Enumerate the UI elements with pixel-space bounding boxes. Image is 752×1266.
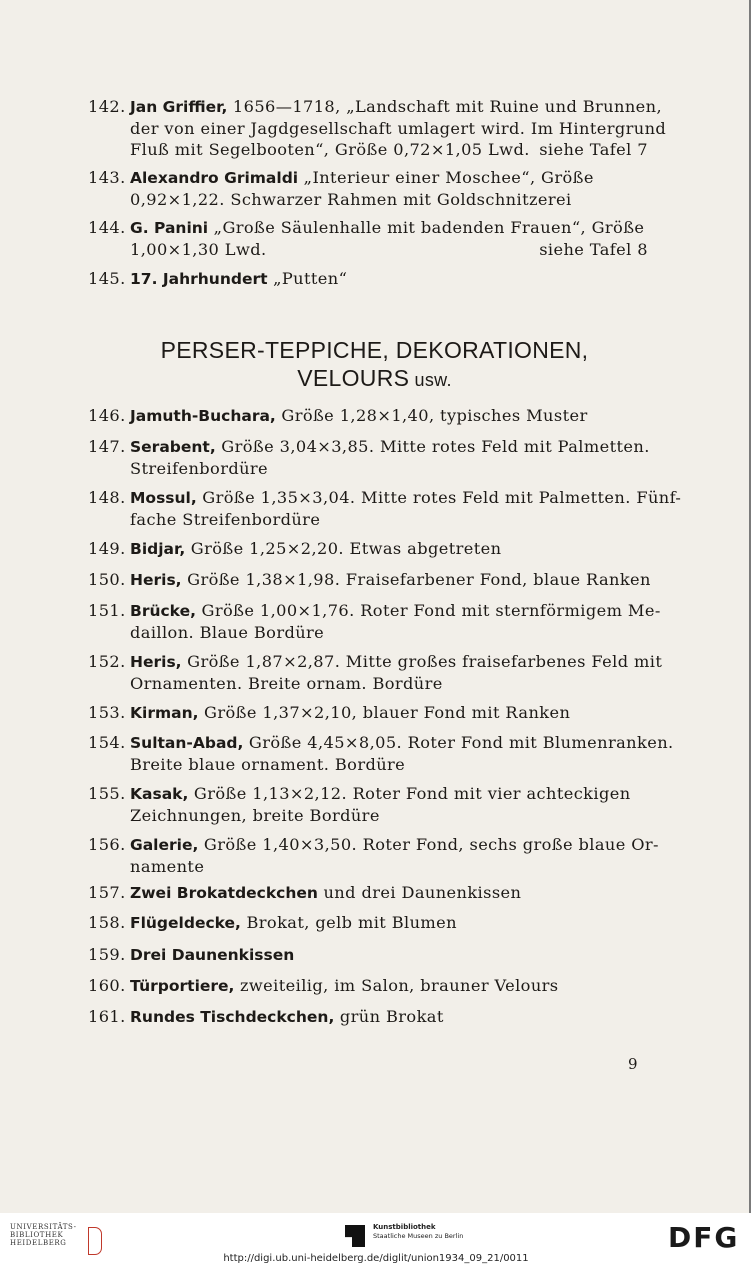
uni-line: HEIDELBERG — [10, 1239, 67, 1247]
entry-description: Ornamenten. Breite ornam. Bordüre — [130, 674, 443, 693]
entry-number: 147. — [88, 437, 126, 456]
entry-name: Sultan-Abad, — [130, 734, 244, 752]
entry-line — [130, 975, 648, 997]
entry-line-main — [130, 569, 651, 591]
entry-description: 1,00×1,30 Lwd. — [130, 240, 267, 259]
entry-description: Größe 1,40×3,50. Roter Fond, sechs große blaue Or- — [198, 835, 659, 854]
entry-description: Größe 1,13×2,12. Roter Fond mit vier achteckigen — [188, 784, 631, 803]
entry-description: „Interieur einer Moschee“, Größe — [298, 168, 594, 187]
entry-line — [130, 569, 651, 591]
entry-text — [130, 268, 648, 290]
entry-line — [130, 189, 648, 210]
entry-description: „Putten“ — [267, 269, 348, 288]
entry-number: 154. — [88, 733, 126, 752]
entry-description: namente — [130, 857, 205, 876]
entry-line — [130, 268, 648, 290]
entry-number: 158. — [88, 913, 126, 932]
entry-text — [130, 538, 648, 560]
entry-line-main — [130, 805, 380, 826]
entry-line-main — [130, 944, 294, 966]
entry-line-main — [130, 167, 594, 189]
page-number: 9 — [628, 1055, 638, 1073]
entry-description: Größe 1,28×1,40, typisches Muster — [275, 406, 588, 425]
section-heading-main: VELOURS — [297, 365, 410, 391]
uni-line: BIBLIOTHEK — [10, 1231, 64, 1239]
entry-line-main — [130, 673, 443, 694]
entry-line — [130, 783, 648, 805]
entry-name: Türportiere, — [130, 977, 235, 995]
entry-line-main — [130, 268, 347, 290]
entry-line-main — [130, 754, 405, 775]
entry-line — [130, 458, 648, 479]
plate-reference: siehe Tafel 8 — [539, 240, 648, 259]
entry-text — [130, 1006, 648, 1028]
entry-line-main — [130, 96, 662, 118]
entry-description: Größe 1,25×2,20. Etwas abgetreten — [185, 539, 502, 558]
entry-line — [130, 217, 648, 239]
entry-text — [130, 651, 663, 694]
entry-line — [130, 834, 659, 856]
uni-line: UNIVERSITÄTS- — [10, 1223, 77, 1231]
entry-number: 149. — [88, 539, 126, 558]
heidelberg-library-logo[interactable] — [10, 1223, 130, 1253]
entry-line-main — [130, 702, 570, 724]
entry-line-main — [130, 487, 681, 509]
entry-text — [130, 912, 648, 934]
entry-line-main — [130, 1006, 444, 1028]
kb-title: Kunstbibliothek — [373, 1223, 436, 1231]
entry-number: 144. — [88, 218, 126, 237]
entry-text — [130, 944, 648, 966]
entry-name: Brücke, — [130, 602, 196, 620]
plate-reference: siehe Tafel 7 — [539, 140, 648, 159]
entry-line — [130, 167, 648, 189]
entry-description: Zeichnungen, breite Bordüre — [130, 806, 380, 825]
entry-line — [130, 405, 648, 427]
entry-line — [130, 600, 661, 622]
entry-description: Größe 3,04×3,85. Mitte rotes Feld mit Palmetten. — [215, 437, 650, 456]
entry-description: Größe 1,87×2,87. Mitte großes fraisefarbenes Feld mit — [181, 652, 663, 671]
entry-name: Rundes Tischdeckchen, — [130, 1008, 335, 1026]
entry-line-main — [130, 405, 588, 427]
entry-name: Kasak, — [130, 785, 189, 803]
entry-line — [130, 912, 648, 934]
entry-text — [130, 217, 648, 260]
entry-line — [130, 754, 648, 775]
entry-number: 159. — [88, 945, 126, 964]
footer-bar — [0, 1213, 752, 1266]
entry-description: Größe 4,45×8,05. Roter Fond mit Blumenranken. — [243, 733, 674, 752]
entry-number: 142. — [88, 97, 126, 116]
section-heading-suffix: usw. — [409, 370, 452, 390]
entry-description: zweiteilig, im Salon, brauner Velours — [234, 976, 559, 995]
entry-name: Galerie, — [130, 836, 199, 854]
entry-name: Serabent, — [130, 438, 216, 456]
entry-text — [130, 96, 667, 160]
entry-line — [130, 118, 667, 139]
entry-line-main — [130, 975, 559, 997]
entry-line — [130, 882, 648, 904]
entry-text — [130, 487, 682, 530]
entry-description: „Große Säulenhalle mit badenden Frauen“, Größe — [208, 218, 645, 237]
entry-name: Mossul, — [130, 489, 197, 507]
entry-name: Bidjar, — [130, 540, 186, 558]
entry-line — [130, 856, 648, 877]
entry-text — [130, 600, 661, 643]
entry-name: Kirman, — [130, 704, 199, 722]
entry-text — [130, 834, 659, 877]
entry-line — [130, 139, 648, 160]
entry-line-main — [130, 882, 521, 904]
entry-line-main — [130, 189, 572, 210]
entry-line — [130, 805, 648, 826]
entry-line-main — [130, 732, 674, 754]
entry-text — [130, 732, 674, 775]
entry-description: grün Brokat — [334, 1007, 444, 1026]
entry-description: daillon. Blaue Bordüre — [130, 623, 325, 642]
entry-line-main — [130, 651, 662, 673]
entry-description: 1656—1718, „Landschaft mit Ruine und Brunnen, — [227, 97, 663, 116]
entry-description: und drei Daunenkissen — [317, 883, 522, 902]
entry-text — [130, 882, 648, 904]
section-heading-line2 — [0, 364, 749, 394]
entry-number: 157. — [88, 883, 126, 902]
entry-description: der von einer Jagdgesellschaft umlagert wird. Im Hintergrund — [130, 119, 667, 138]
entry-description: 0,92×1,22. Schwarzer Rahmen mit Goldschnitzerei — [130, 190, 572, 209]
entry-name: Jamuth-Buchara, — [130, 407, 276, 425]
entry-description: Größe 1,00×1,76. Roter Fond mit sternförmigem Me- — [195, 601, 661, 620]
entry-line-main — [130, 436, 650, 458]
entry-line-main — [130, 118, 666, 139]
entry-description: Größe 1,38×1,98. Fraisefarbener Fond, blaue Ranken — [181, 570, 651, 589]
dfg-logo[interactable]: DFG — [668, 1221, 740, 1254]
university-emblem-icon — [88, 1227, 102, 1255]
entry-number: 156. — [88, 835, 126, 854]
entry-name: Flügeldecke, — [130, 914, 241, 932]
entry-line-main — [130, 834, 659, 856]
entry-line — [130, 538, 648, 560]
entry-text — [130, 405, 648, 427]
kb-subtitle: Staatliche Museen zu Berlin — [373, 1232, 464, 1240]
entry-name: Heris, — [130, 653, 182, 671]
entry-name: Zwei Brokatdeckchen — [130, 884, 318, 902]
entry-description: fache Streifenbordüre — [130, 510, 321, 529]
entry-name: Jan Griffier, — [130, 98, 228, 116]
entry-line — [130, 509, 648, 530]
entry-number: 151. — [88, 601, 126, 620]
entry-description: Streifenbordüre — [130, 459, 269, 478]
entry-line-main — [130, 239, 267, 260]
entry-number: 150. — [88, 570, 126, 589]
entry-line — [130, 487, 682, 509]
entry-name: G. Panini — [130, 219, 209, 237]
entry-number: 160. — [88, 976, 126, 995]
entry-text — [130, 167, 648, 210]
entry-number: 143. — [88, 168, 126, 187]
entry-description: Fluß mit Segelbooten“, Größe 0,72×1,05 Lwd. — [130, 140, 530, 159]
entry-line — [130, 96, 663, 118]
entry-description: Größe 1,35×3,04. Mitte rotes Feld mit Palmetten. Fünf- — [196, 488, 682, 507]
entry-number: 153. — [88, 703, 126, 722]
entry-text — [130, 783, 648, 826]
entry-text — [130, 702, 648, 724]
entry-line-main — [130, 622, 324, 643]
entry-line-main — [130, 912, 457, 934]
entry-number: 146. — [88, 406, 126, 425]
entry-description: Größe 1,37×2,10, blauer Fond mit Ranken — [198, 703, 571, 722]
entry-text — [130, 975, 648, 997]
entry-description: Brokat, gelb mit Blumen — [240, 913, 457, 932]
entry-line-main — [130, 509, 320, 530]
entry-line — [130, 622, 648, 643]
section-heading-line1: PERSER-TEPPICHE, DEKORATIONEN, — [160, 337, 589, 363]
entry-line — [130, 1006, 648, 1028]
entry-name: Drei Daunenkissen — [130, 946, 295, 964]
kunstbibliothek-icon — [345, 1225, 365, 1247]
entry-name: Alexandro Grimaldi — [130, 169, 299, 187]
entry-line-main — [130, 538, 501, 560]
entry-number: 145. — [88, 269, 126, 288]
entry-line-main — [130, 139, 530, 160]
entry-line — [130, 732, 674, 754]
entry-description: Breite blaue ornament. Bordüre — [130, 755, 406, 774]
entry-name: 17. Jahrhundert — [130, 270, 268, 288]
entry-name: Heris, — [130, 571, 182, 589]
entry-line — [130, 944, 648, 966]
entry-line — [130, 239, 648, 260]
entry-text — [130, 436, 648, 479]
entry-text — [130, 569, 651, 591]
entry-number: 155. — [88, 784, 126, 803]
source-url-link[interactable]: http://digi.ub.uni-heidelberg.de/diglit/union1934_09_21/0011 — [223, 1253, 529, 1264]
entry-line-main — [130, 600, 661, 622]
entry-line-main — [130, 458, 268, 479]
entry-number: 148. — [88, 488, 126, 507]
entry-line-main — [130, 856, 204, 877]
entry-line — [130, 673, 648, 694]
entry-number: 161. — [88, 1007, 126, 1026]
entry-line — [130, 436, 648, 458]
entry-line — [130, 702, 648, 724]
entry-number: 152. — [88, 652, 126, 671]
entry-line-main — [130, 217, 644, 239]
entry-line-main — [130, 783, 631, 805]
entry-line — [130, 651, 663, 673]
